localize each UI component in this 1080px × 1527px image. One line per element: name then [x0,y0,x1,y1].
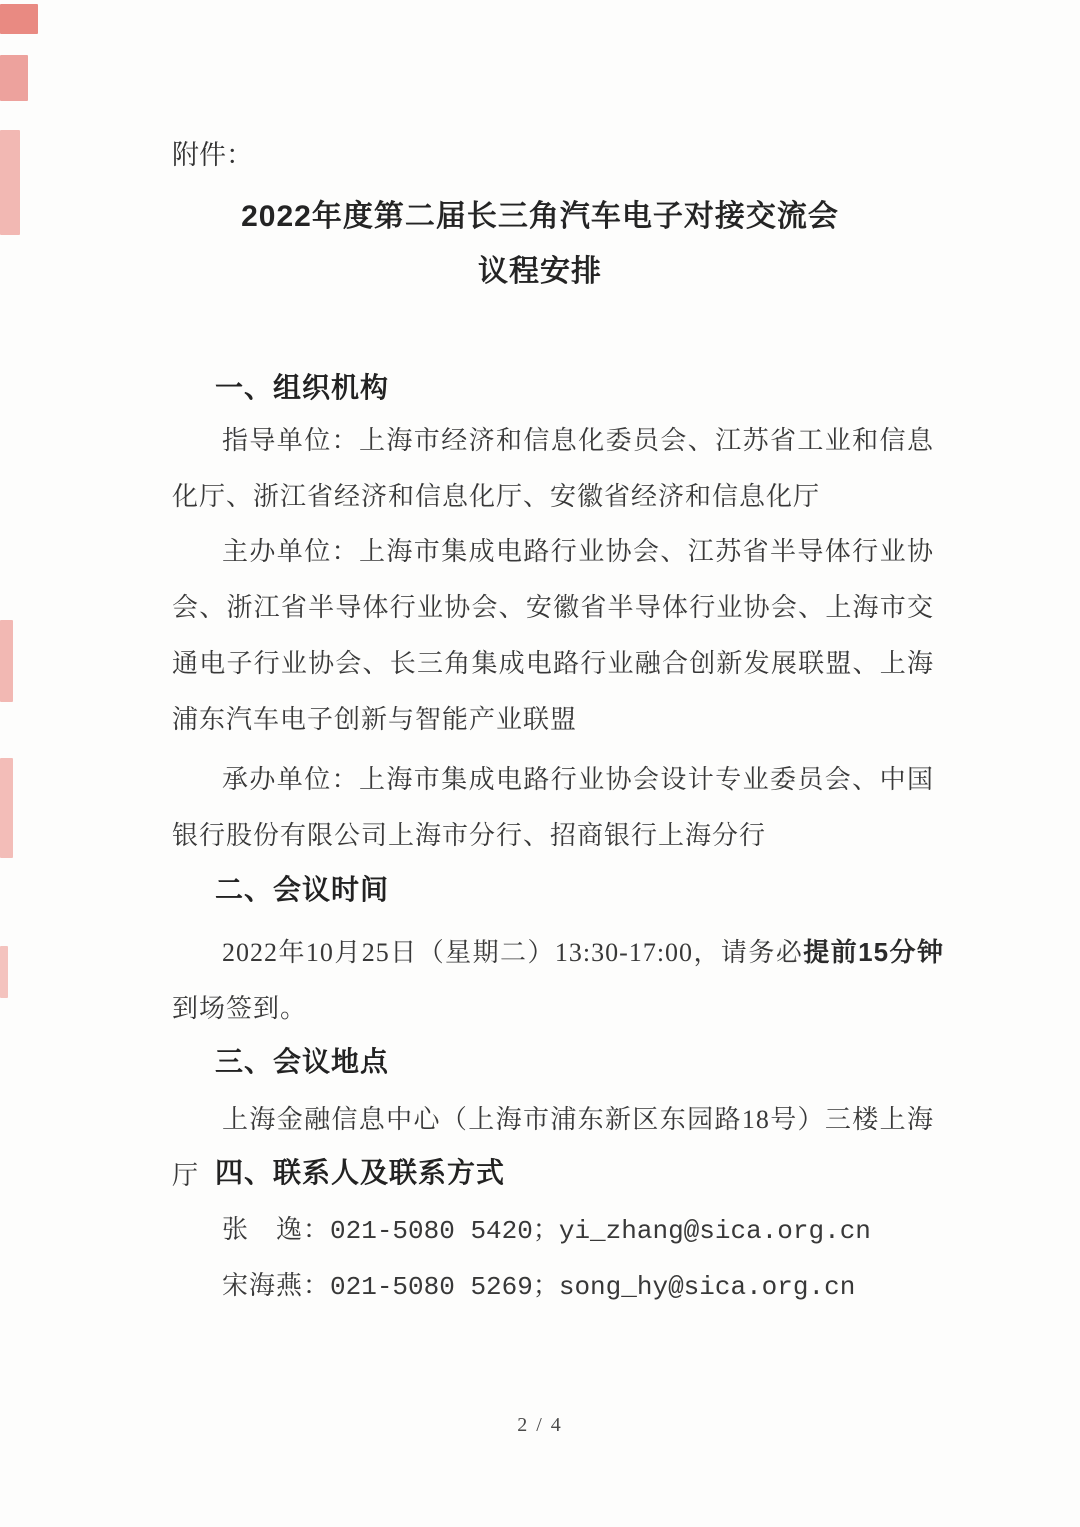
page-number: 2 / 4 [517,1414,563,1436]
paragraph-host-units: 主办单位：上海市集成电路行业协会、江苏省半导体行业协会、浙江省半导体行业协会、安徽省半导体行业协会、上海市交通电子行业协会、长三角集成电路行业融合创新发展联盟、上海浦东汽车电子创新与智能产业联盟 [172,537,934,734]
section-heading-venue: 三、会议地点 [215,1046,390,1077]
scan-artifact-mark [0,620,13,702]
meeting-time-text: 2022年10月25日（星期二）13:30-17:00，请务必 [222,938,804,967]
contact-phone-email: 021-5080 5269；song_hy@sica.org.cn [330,1272,856,1302]
scan-artifact-mark [0,946,8,998]
scan-artifact-mark [0,4,38,34]
section-heading-organization: 一、组织机构 [215,372,390,403]
document-title-line1: 2022年度第二届长三角汽车电子对接交流会 [241,200,839,233]
contact-row [172,1202,934,1259]
scan-artifact-mark [0,758,13,858]
paragraph-meeting-time [172,924,944,1037]
paragraph-venue-address: 上海金融信息中心（上海市浦东新区东园路18号）三楼上海厅 [172,1105,934,1190]
meeting-time-text-after: 到场签到。 [172,994,308,1023]
document-title-line2: 议程安排 [478,255,602,288]
contact-row [172,1258,934,1315]
contact-name: 宋海燕： [222,1271,331,1300]
section-heading-contacts: 四、联系人及联系方式 [215,1157,506,1188]
scan-artifact-mark [0,55,28,101]
meeting-time-bold-text: 提前15分钟 [803,937,944,967]
paragraph-organizer-units: 承办单位：上海市集成电路行业协会设计专业委员会、中国银行股份有限公司上海市分行、招商银行上海分行 [172,765,934,850]
contact-name: 张 逸： [222,1215,331,1244]
paragraph-guidance-units: 指导单位：上海市经济和信息化委员会、江苏省工业和信息化厅、浙江省经济和信息化厅、安徽省经济和信息化厅 [172,426,934,511]
section-heading-meeting-time: 二、会议时间 [215,874,390,905]
attachment-label: 附件： [172,140,253,170]
contact-phone-email: 021-5080 5420；yi_zhang@sica.org.cn [330,1216,871,1246]
